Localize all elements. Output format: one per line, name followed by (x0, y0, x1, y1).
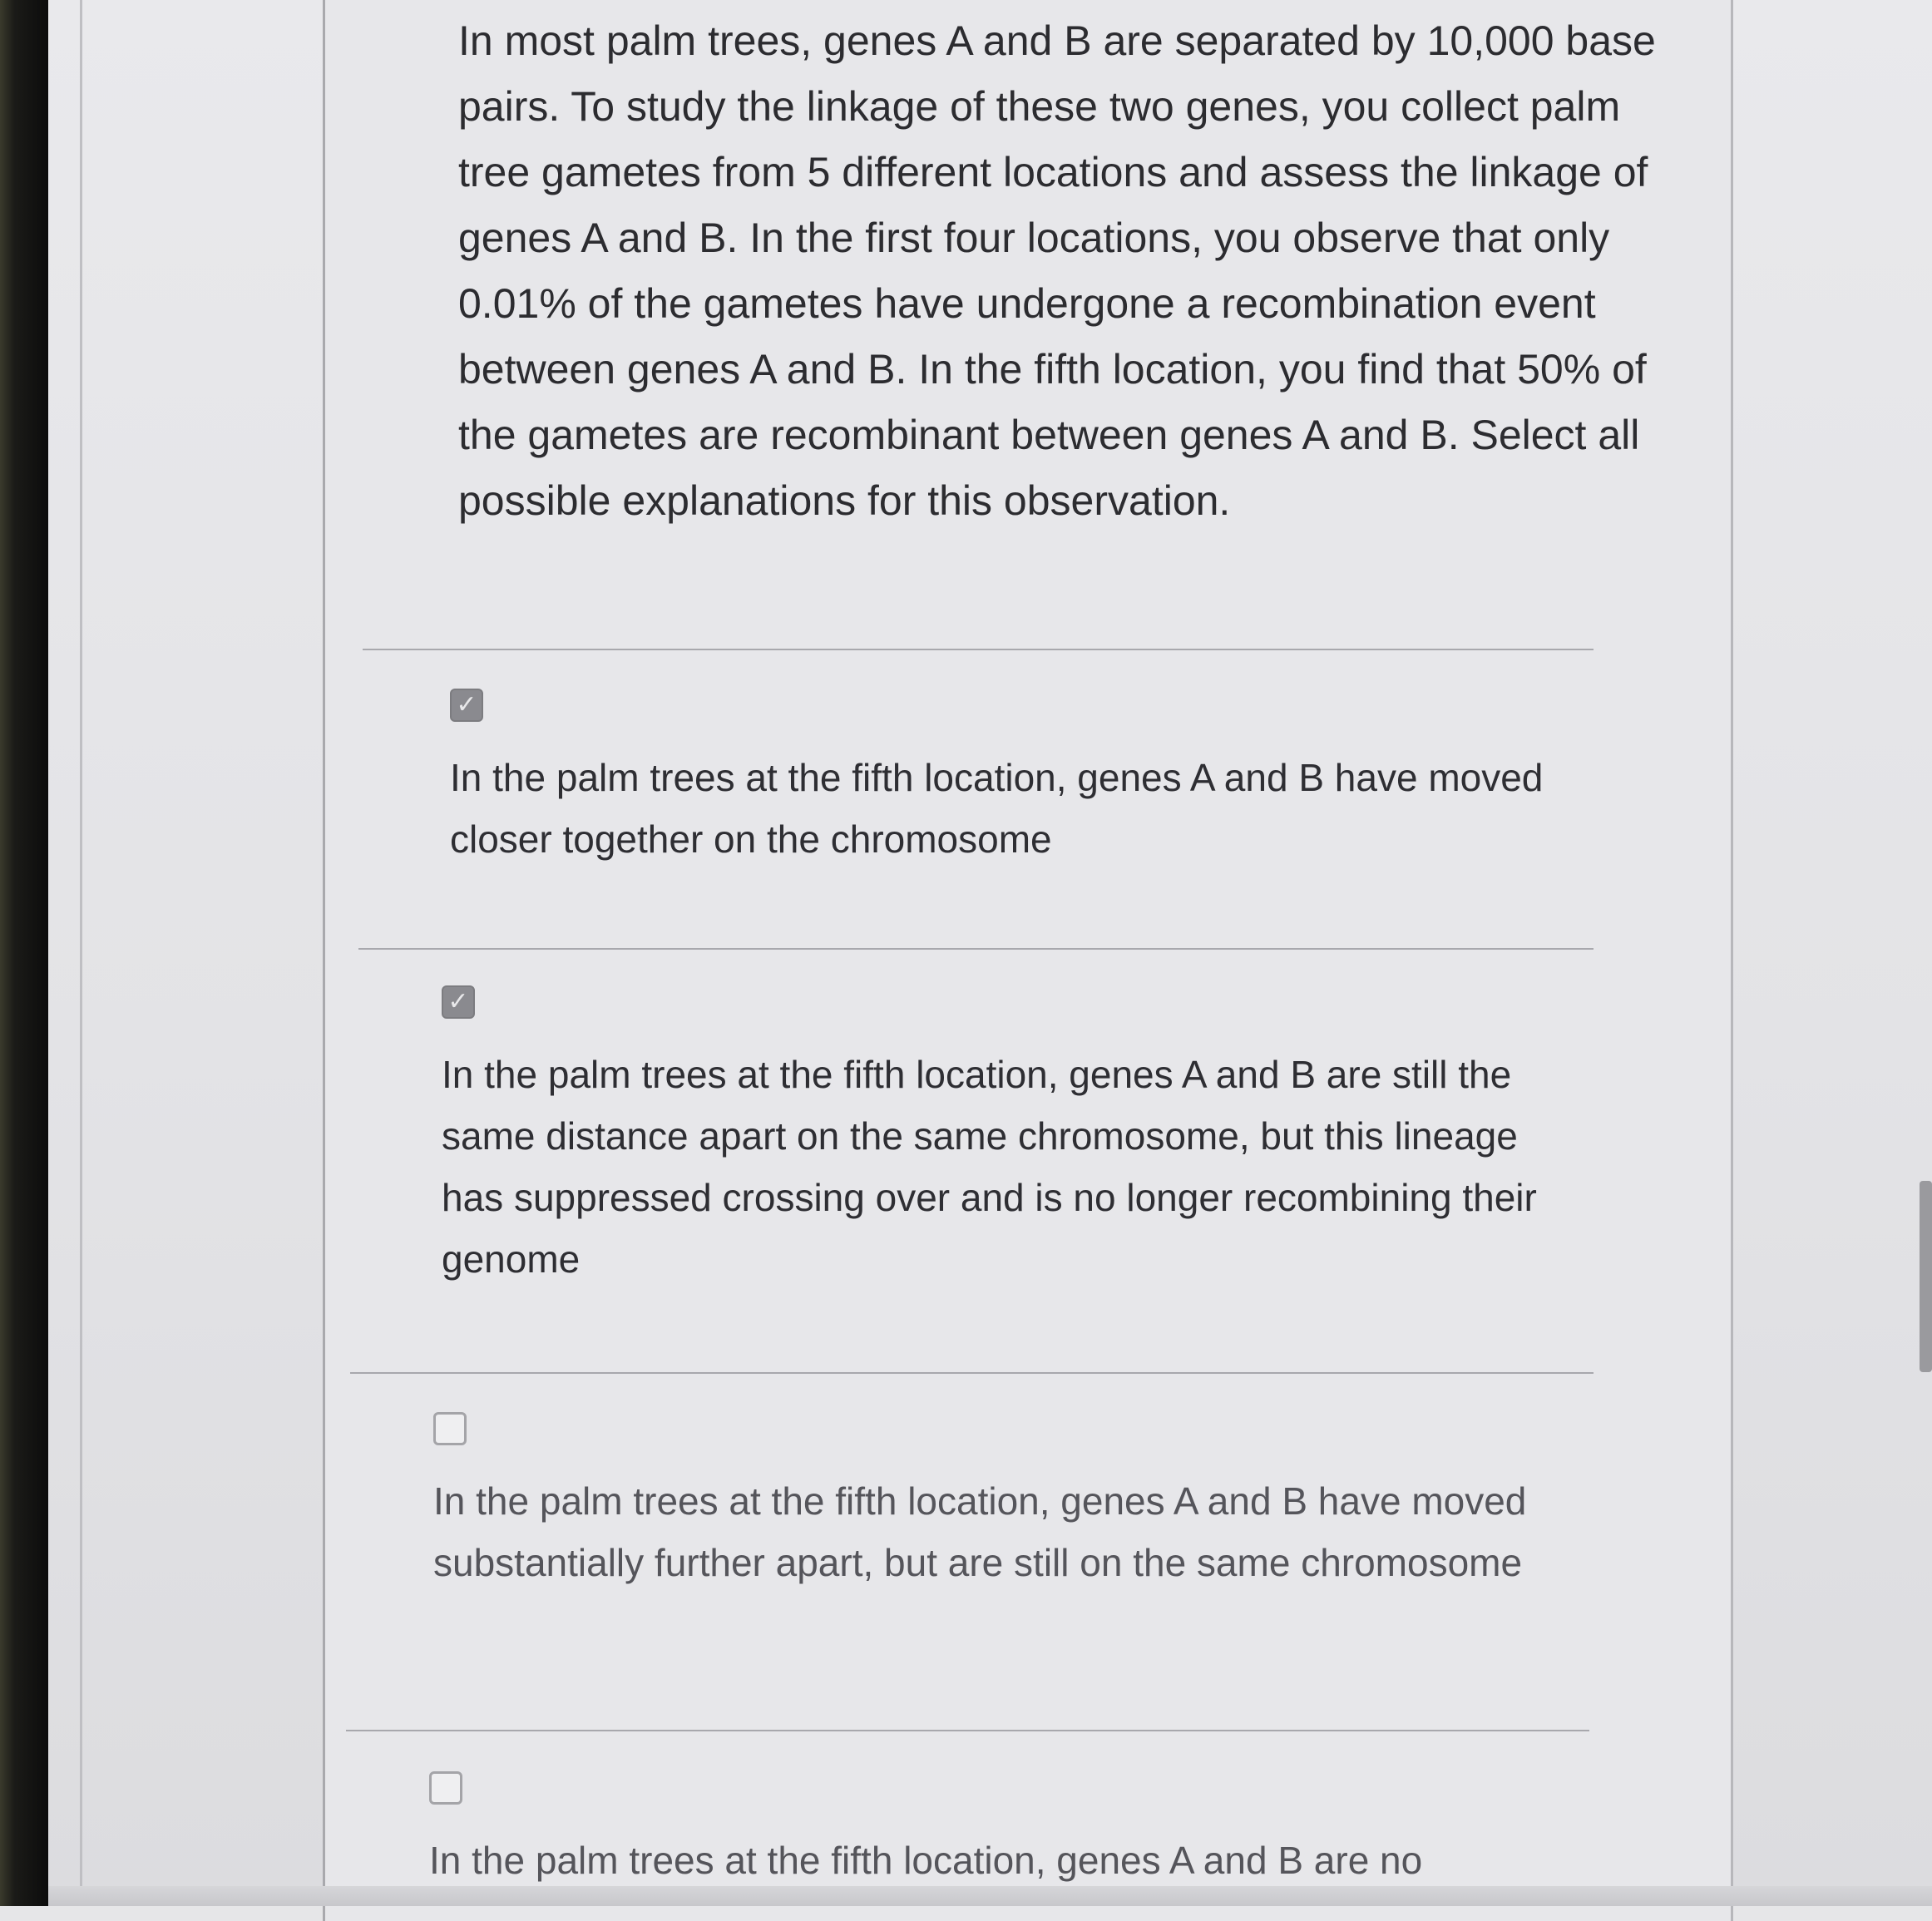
page-gutter-line (80, 0, 82, 1906)
checkbox-checked-icon[interactable] (450, 689, 483, 722)
divider (350, 1372, 1594, 1374)
answer-option-3[interactable] (433, 1412, 1531, 1593)
checkbox-checked-icon[interactable] (442, 985, 475, 1019)
device-bezel (0, 0, 48, 1906)
question-prompt: In most palm trees, genes A and B are separated by 10,000 base pairs. To study the linkage of these two genes, you collect palm tree gametes from 5 different locations and assess the linkage of genes A and B. In the first four locations, you observe that only 0.01% of the gametes have undergone a recombination event between genes A and B. In the fifth location, you find that 50% of the gametes are recombinant between genes A and B. Select all possible explanations for this observation. (458, 17, 1656, 524)
check-mark-icon: ✓ (456, 690, 477, 719)
checkbox-empty-icon[interactable] (429, 1771, 462, 1805)
answer-option-text: In the palm trees at the fifth location, genes A and B are no (429, 1839, 1423, 1882)
answer-option-text: In the palm trees at the fifth location, genes A and B are still the same distance apart on the same chromosome, but this lineage has suppressed crossing over and is no longer recombining their genome (442, 1053, 1537, 1281)
answer-option-4[interactable] (429, 1771, 1527, 1891)
check-mark-icon: ✓ (447, 987, 469, 1016)
answer-option-1[interactable] (450, 689, 1548, 870)
browser-viewport (48, 0, 1932, 1906)
divider (363, 649, 1594, 650)
answer-option-2[interactable] (442, 985, 1539, 1290)
answer-option-text: In the palm trees at the fifth location, genes A and B have moved closer together on the chromosome (450, 756, 1544, 861)
scrollbar-thumb[interactable] (1920, 1181, 1932, 1372)
answer-option-text: In the palm trees at the fifth location, genes A and B have moved substantially further apart, but are still on the same chromosome (433, 1479, 1527, 1584)
screen-bottom-edge (48, 1886, 1932, 1906)
divider (358, 948, 1594, 950)
divider (346, 1730, 1589, 1731)
question-card (323, 0, 1733, 1921)
checkbox-empty-icon[interactable] (433, 1412, 467, 1445)
